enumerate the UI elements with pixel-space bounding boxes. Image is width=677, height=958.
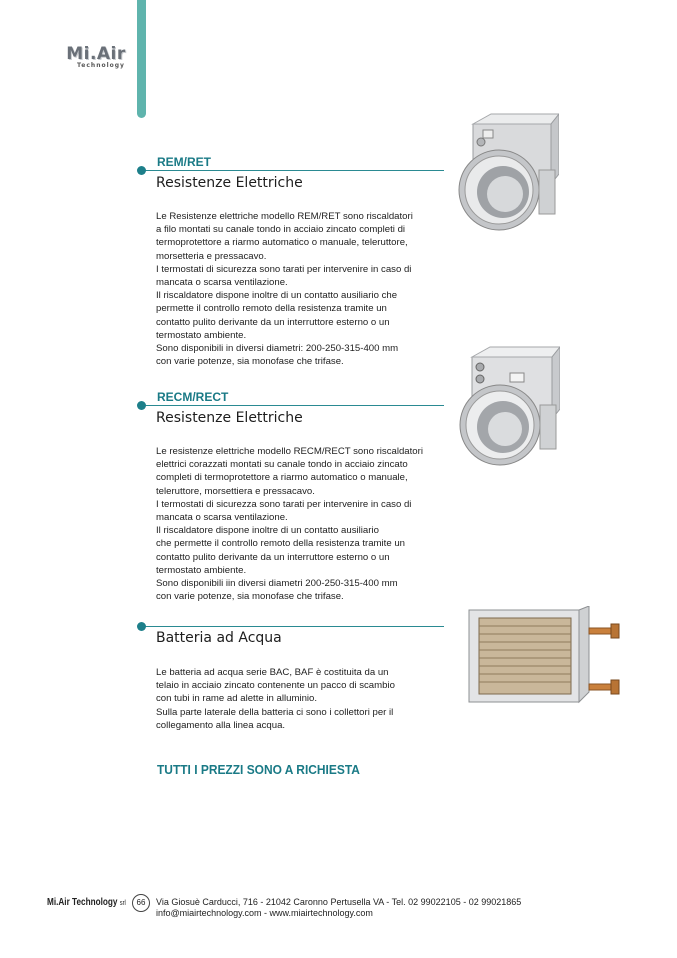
section-bullet xyxy=(137,401,146,410)
text-line: Le resistenze elettriche modello RECM/RECT sono riscaldatori xyxy=(156,446,423,457)
text-line: Sono disponibili iin diversi diametri 200-250-315-400 mm xyxy=(156,578,398,590)
text-line: elettrici corazzati montati su canale tondo in acciaio zincato xyxy=(156,459,408,471)
footer-brand xyxy=(47,897,126,908)
text-line: con varie potenze, sia monofase che trifase. xyxy=(156,591,344,603)
section-divider xyxy=(144,405,444,406)
section-heading: Resistenze Elettriche xyxy=(156,410,303,426)
text-line: termostato ambiente. xyxy=(156,564,247,576)
section-bullet xyxy=(137,622,146,631)
product-code-recm-rect: RECM/RECT xyxy=(157,390,229,404)
text-line: telaio in acciaio zincato contenente un pacco di scambio xyxy=(156,680,395,692)
text-line: che permette il controllo remoto della resistenza tramite un xyxy=(156,538,406,550)
section-bullet xyxy=(137,166,146,175)
text-line: collegamento alla linea acqua. xyxy=(156,719,286,731)
footer-contacts: info@miairtechnology.com - www.miairtechnology.com xyxy=(156,908,373,918)
footer-contact-info xyxy=(156,897,521,919)
footer-brand-suffix: srl xyxy=(119,900,126,907)
text-line: con tubi in rame ad alette in alluminio. xyxy=(156,693,318,705)
footer-brand-name: Mi.Air Technology xyxy=(47,897,118,908)
prices-on-request-notice: TUTTI I PREZZI SONO A RICHIESTA xyxy=(157,762,360,777)
product-code-rem-ret: REM/RET xyxy=(157,155,211,169)
section-heading: Batteria ad Acqua xyxy=(156,630,282,646)
footer-address: Via Giosuè Carducci, 716 - 21042 Caronno Pertusella VA - Tel. 02 99022105 - 02 99021865 xyxy=(156,897,522,907)
section-description xyxy=(156,666,456,732)
text-line: Sono disponibili in diversi diametri: 200-250-315-400 mm xyxy=(156,343,399,355)
company-logo xyxy=(62,44,130,69)
section-description xyxy=(156,210,456,368)
page-number: 66 xyxy=(132,894,150,912)
duct-heater-rem-ret-image xyxy=(455,112,559,234)
text-line: contatto pulito derivante da un interruttore esterno o un xyxy=(156,316,390,328)
section-divider xyxy=(144,170,444,171)
text-line: contatto pulito derivante da un interruttore esterno o un xyxy=(156,551,390,563)
text-line: mancata o scarsa ventilazione. xyxy=(156,512,288,524)
logo-main-text: Mi.Air xyxy=(66,44,126,64)
section-divider xyxy=(144,626,444,627)
text-line: Il riscaldatore dispone inoltre di un contatto ausiliario xyxy=(156,525,379,537)
text-line: a filo montati su canale tondo in acciaio zincato completi di xyxy=(156,224,406,236)
text-line: I termostati di sicurezza sono tarati per intervenire in caso di xyxy=(156,263,412,275)
text-line: morsetteria e pressacavo. xyxy=(156,250,267,262)
text-line: permette il controllo remoto della resistenza tramite un xyxy=(156,303,387,315)
text-line: termoprotettore a riarmo automatico o manuale, teleruttore, xyxy=(156,237,408,249)
logo-sub-text: Technology xyxy=(77,62,125,69)
text-line: termostato ambiente. xyxy=(156,329,247,341)
text-line: teleruttore, morsettiera e pressacavo. xyxy=(156,485,315,497)
section-description xyxy=(156,445,456,603)
water-coil-image xyxy=(467,606,627,706)
text-line: I termostati di sicurezza sono tarati per intervenire in caso di xyxy=(156,498,412,510)
duct-heater-recm-rect-image xyxy=(456,345,560,467)
text-line: Le batteria ad acqua serie BAC, BAF è costituita da un xyxy=(156,667,389,678)
text-line: Le Resistenze elettriche modello REM/RET sono riscaldatori xyxy=(156,211,413,222)
text-line: completi di termoprotettore a riarmo automatico o manuale, xyxy=(156,472,408,484)
text-line: con varie potenze, sia monofase che trifase. xyxy=(156,356,344,368)
text-line: Il riscaldatore dispone inoltre di un contatto ausiliario che xyxy=(156,290,398,302)
section-heading: Resistenze Elettriche xyxy=(156,175,303,191)
text-line: Sulla parte laterale della batteria ci sono i collettori per il xyxy=(156,706,394,718)
header-accent-bar xyxy=(137,0,146,118)
text-line: mancata o scarsa ventilazione. xyxy=(156,277,288,289)
